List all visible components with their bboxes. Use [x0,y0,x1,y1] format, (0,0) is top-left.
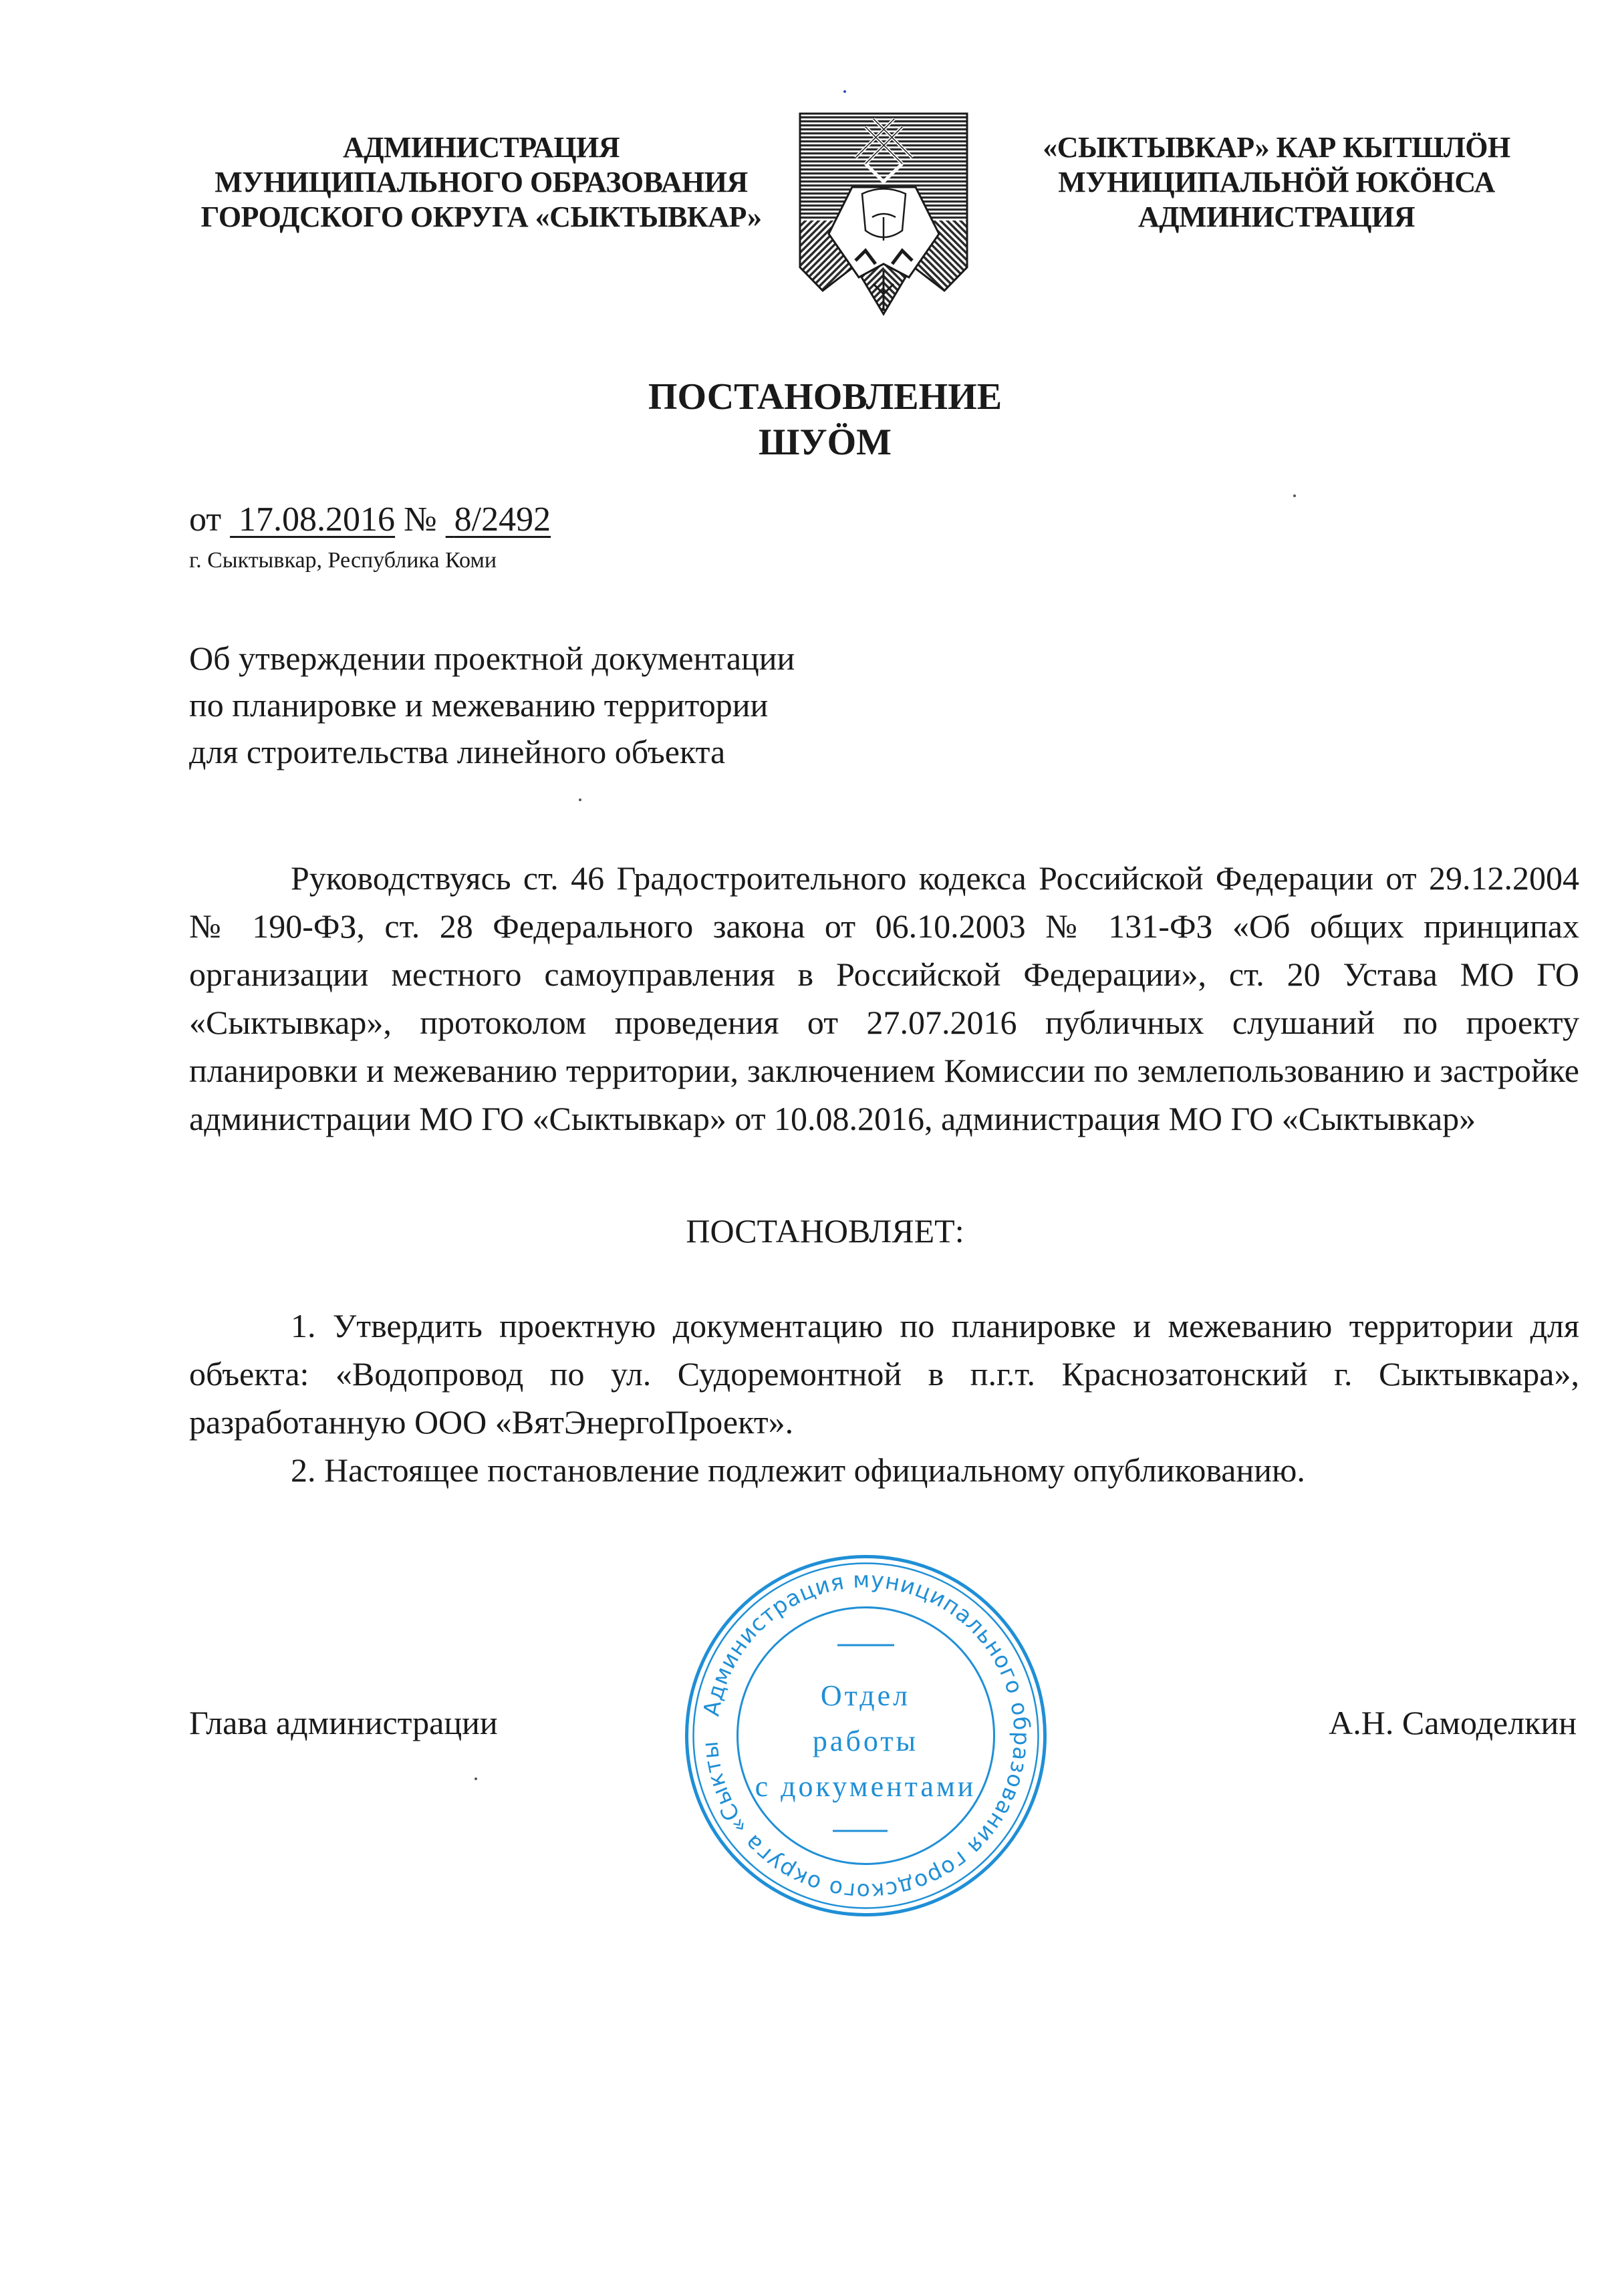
document-city: г. Сыктывкар, Республика Коми [189,548,497,573]
signatory-name: А.Н. Самоделкин [1329,1704,1577,1741]
document-date: 17.08.2016 [239,500,396,539]
header-right-line-2: МУНИЦИПАЛЬНÖЙ ЮКÖНСА [1058,166,1495,198]
document-title-komi: ШУÖМ [758,422,892,463]
header-right-line-3: АДМИНИСТРАЦИЯ [1137,200,1416,233]
subject-line-2: по планировке и межеванию территории [189,686,769,724]
header-left-line-2: МУНИЦИПАЛЬНОГО ОБРАЗОВАНИЯ [215,166,748,198]
stamp-center-line-1: Отдел [820,1679,911,1712]
header-org-name-komi [1023,130,1530,235]
header-right-line-1: «СЫКТЫВКАР» КАР КЫТШЛÖН [1043,131,1510,164]
resolution-items [189,1302,1579,1494]
document-number: 8/2492 [454,500,551,539]
stamp-center-line-3: с документами [755,1770,976,1803]
scan-speck [843,90,846,93]
resolution-item-1: 1. Утвердить проектную документацию по планировке и межеванию территории для объекта: «Водопровод по ул. Судоремонтной в п.г.т. Краснозатонский г. Сыктывкара», разработанную ООО «ВятЭнергоПроект». [189,1307,1579,1441]
document-date-number [189,500,551,540]
header-left-line-3: ГОРОДСКОГО ОКРУГА «СЫКТЫВКАР» [200,200,762,233]
document-title-russian: ПОСТАНОВЛЕНИЕ [648,376,1002,418]
scan-speck [1293,494,1296,497]
stamp-ring-text: Администрация муниципального образования городского округа «Сыкты [696,1566,1035,1905]
header-org-name-russian [180,130,782,235]
stamp-center-line-2: работы [812,1725,919,1757]
signatory-position: Глава администрации [189,1704,498,1741]
number-label: № [404,500,437,539]
from-label: от [189,500,222,539]
subject-line-3: для строительства линейного объекта [189,733,726,770]
header-left-line-1: АДМИНИСТРАЦИЯ [342,131,620,164]
resolves-heading: ПОСТАНОВЛЯЕТ: [686,1212,964,1250]
scan-speck [475,1777,477,1780]
official-stamp [680,1550,1051,1921]
preamble-text: Руководствуясь ст. 46 Градостроительного кодекса Российской Федерации от 29.12.2004 № 190-ФЗ, ст. 28 Федерального закона от 06.10.2003 № 131-ФЗ «Об общих принципах организации местного самоуправления в Российской Федерации», ст. 20 Устава МО ГО «Сыктывкар», протоколом проведения от 27.07.2016 публичных слушаний по проекту планировки и межеванию территории, заключением Комиссии по землепользованию и застройке администрации МО ГО «Сыктывкар» от 10.08.2016, администрация МО ГО «Сыктывкар» [189,859,1579,1137]
scan-speck [579,799,581,801]
preamble [189,854,1579,1143]
subject-line-1: Об утверждении проектной документации [189,639,795,677]
resolution-item-2: 2. Настоящее постановление подлежит официальному опубликованию. [291,1451,1305,1489]
document-title [0,374,1610,465]
document-subject [189,635,991,775]
coat-of-arms-icon [799,100,969,327]
